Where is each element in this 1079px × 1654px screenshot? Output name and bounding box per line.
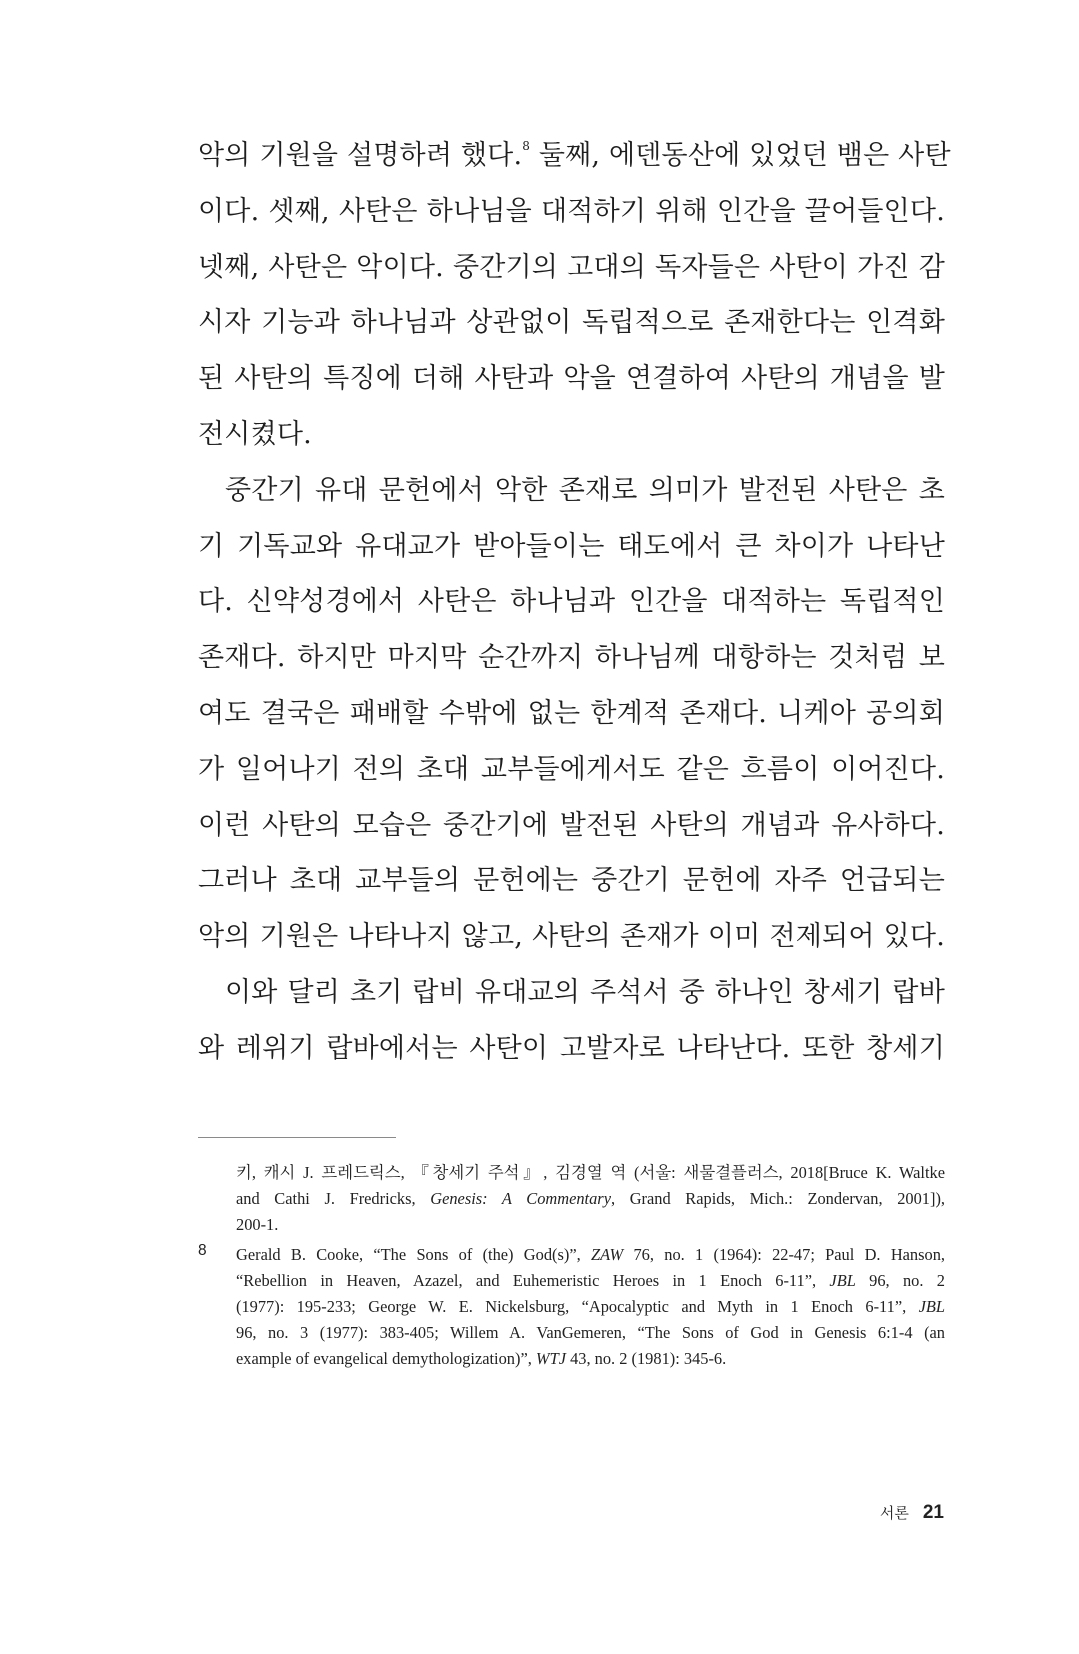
footnote-divider	[198, 1137, 396, 1138]
footnote-number: 8	[198, 1242, 207, 1259]
footnote-text: 76, no. 1 (1964): 22-47; Paul D. Hanson,	[623, 1245, 945, 1264]
text-segment: 둘째, 에덴동산에 있었던 뱀은 사탄	[530, 140, 951, 171]
body-text	[198, 138, 951, 1087]
footnote-line	[236, 1186, 945, 1212]
text-line	[198, 138, 951, 194]
footnote-text: 96, no. 2	[855, 1271, 945, 1290]
footnotes	[198, 1160, 945, 1376]
text-line: 이런 사탄의 모습은 중간기에 발전된 사탄의 개념과 유사하다.	[198, 809, 945, 841]
journal-abbrev: WTJ	[535, 1349, 566, 1368]
text-line: 가 일어나기 전의 초대 교부들에게서도 같은 흐름이 이어진다.	[198, 753, 945, 785]
text-line: 전시켰다.	[198, 418, 312, 450]
footnote-line: 키, 캐시 J. 프레드릭스, 『창세기 주석』, 김경열 역 (서울: 새물결플러스, 2018[Bruce K. Waltke	[236, 1163, 945, 1182]
text-line: 시자 기능과 하나님과 상관없이 독립적으로 존재한다는 인격화	[198, 307, 945, 339]
text-line: 와 레위기 랍바에서는 사탄이 고발자로 나타난다. 또한 창세기	[198, 1032, 945, 1064]
footnote-text: , Grand Rapids, Mich.: Zondervan, 2001]),	[610, 1189, 946, 1208]
footnote-title: Genesis: A Commentary	[430, 1189, 611, 1208]
text-line: 넷째, 사탄은 악이다. 중간기의 고대의 독자들은 사탄이 가진 감	[198, 251, 945, 283]
text-line: 악의 기원은 나타나지 않고, 사탄의 존재가 이미 전제되어 있다.	[198, 921, 945, 953]
text-line: 된 사탄의 특징에 더해 사탄과 악을 연결하여 사탄의 개념을 발	[198, 363, 945, 395]
text-line: 존재다. 하지만 마지막 순간까지 하나님께 대항하는 것처럼 보	[198, 642, 945, 674]
footnote-line	[236, 1346, 945, 1372]
footnote-line: 200-1.	[236, 1215, 279, 1234]
footnote-reference[interactable]: 8	[522, 139, 531, 153]
footnote-text: Gerald B. Cooke, “The Sons of (the) God(s)”,	[236, 1245, 591, 1264]
section-title: 서론	[879, 1505, 909, 1522]
footnote-text: “Rebellion in Heaven, Azazel, and Euhemeristic Heroes in 1 Enoch 6-11”,	[236, 1271, 830, 1290]
text-line: 여도 결국은 패배할 수밖에 없는 한계적 존재다. 니케아 공의회	[198, 697, 945, 729]
text-segment: 악의 기원을 설명하려 했다.	[198, 140, 523, 171]
page-number: 21	[922, 1502, 944, 1523]
journal-abbrev: JBL	[829, 1271, 856, 1290]
footnote-text: 43, no. 2 (1981): 345-6.	[565, 1349, 727, 1368]
running-footer	[880, 1502, 944, 1524]
text-line: 이다. 셋째, 사탄은 하나님을 대적하기 위해 인간을 끌어들인다.	[198, 195, 945, 227]
footnote-text: and Cathi J. Fredricks,	[236, 1189, 431, 1208]
footnote-continuation	[198, 1160, 945, 1238]
journal-abbrev: ZAW	[591, 1245, 624, 1264]
text-line: 중간기 유대 문헌에서 악한 존재로 의미가 발전된 사탄은 초	[225, 474, 945, 506]
text-line: 기 기독교와 유대교가 받아들이는 태도에서 큰 차이가 나타난	[198, 530, 945, 562]
footnote-text: example of evangelical demythologization)”,	[236, 1349, 536, 1368]
text-line: 이와 달리 초기 랍비 유대교의 주석서 중 하나인 창세기 랍바	[225, 976, 945, 1008]
footnote-line: 96, no. 3 (1977): 383-405; Willem A. VanGemeren, “The Sons of God in Genesis 6:1-4 (an	[236, 1323, 945, 1342]
footnote-line	[236, 1268, 945, 1294]
text-line: 그러나 초대 교부들의 문헌에는 중간기 문헌에 자주 언급되는	[198, 865, 945, 897]
footnote-line	[236, 1242, 945, 1268]
footnote-text: (1977): 195-233; George W. E. Nickelsburg, “Apocalyptic and Myth in 1 Enoch 6-11”,	[236, 1297, 919, 1316]
text-line: 다. 신약성경에서 사탄은 하나님과 인간을 대적하는 독립적인	[198, 586, 945, 618]
footnote-line	[236, 1294, 945, 1320]
journal-abbrev: JBL	[918, 1297, 945, 1316]
footnote-8	[198, 1242, 945, 1372]
